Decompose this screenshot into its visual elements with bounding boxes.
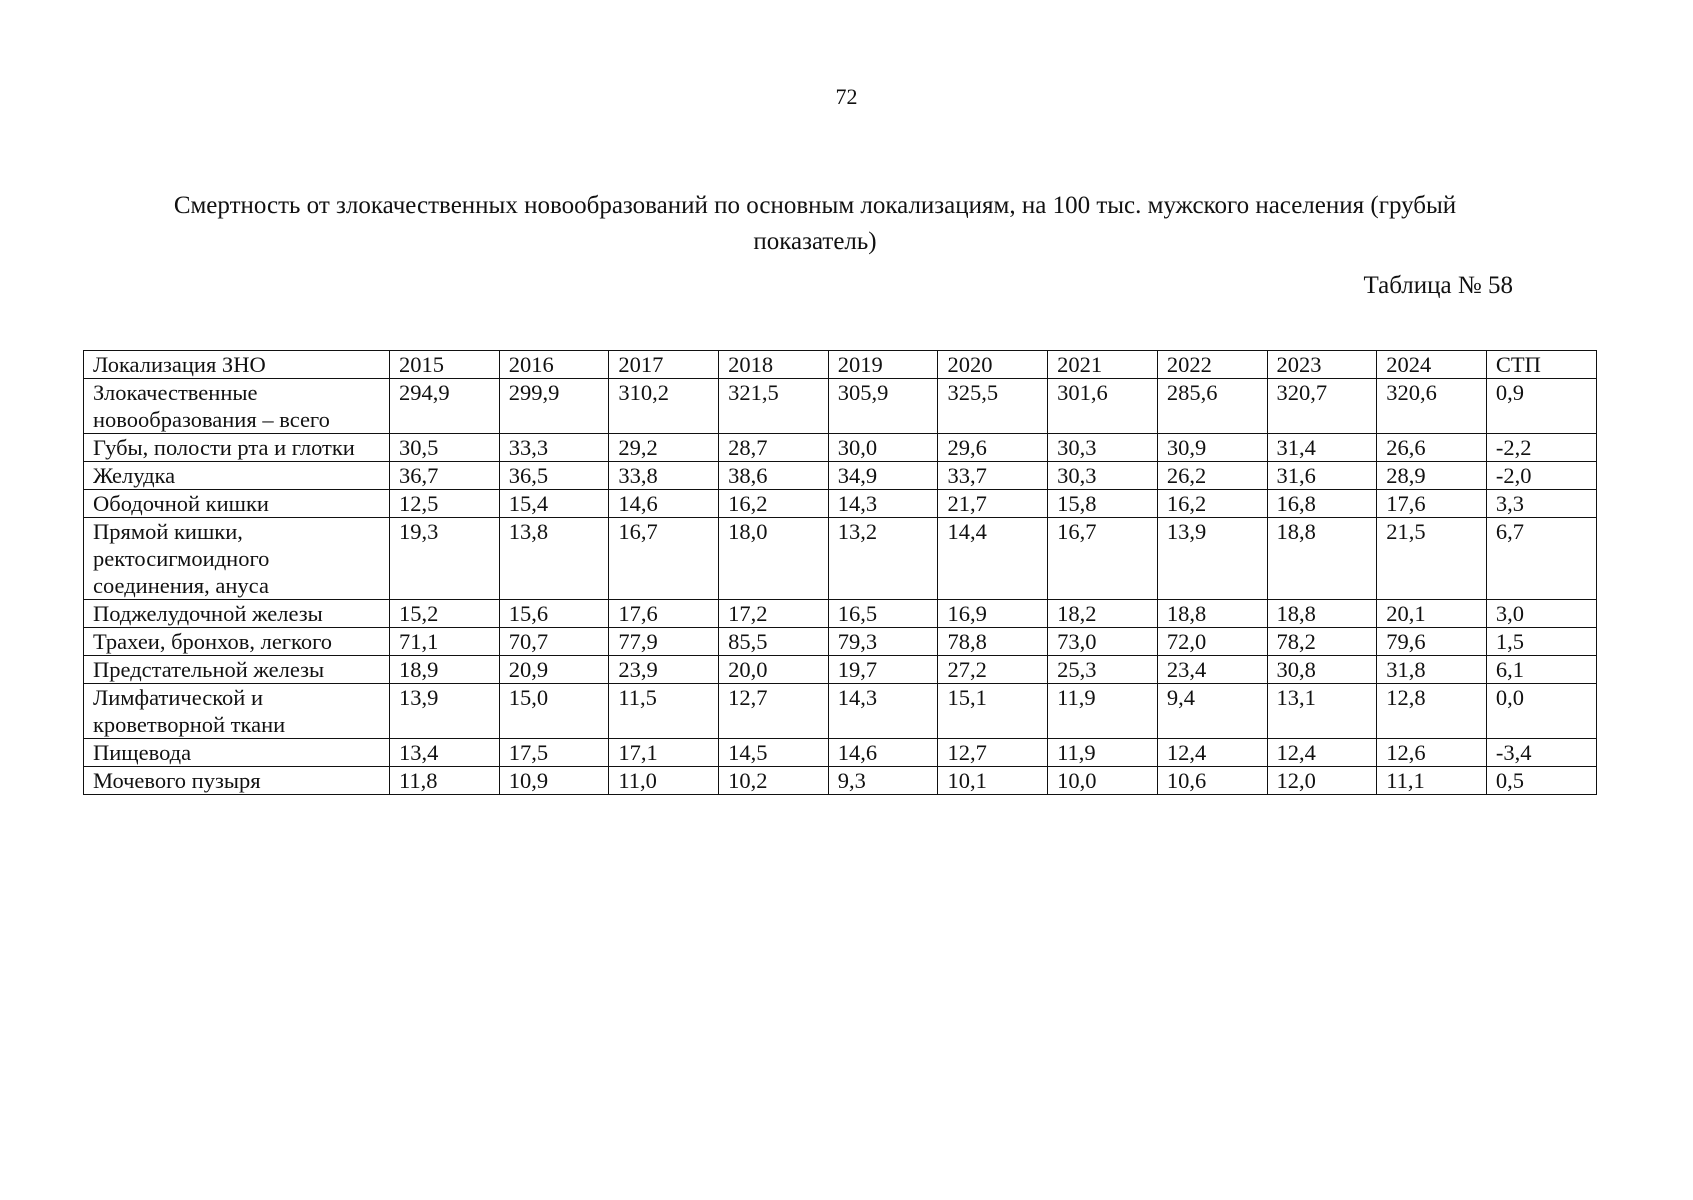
value-cell: 14,5 bbox=[719, 739, 829, 767]
table-row bbox=[84, 739, 1597, 767]
header-cell: 2019 bbox=[828, 351, 938, 379]
header-cell: 2022 bbox=[1157, 351, 1267, 379]
value-cell: 17,1 bbox=[609, 739, 719, 767]
value-cell: 11,1 bbox=[1377, 767, 1487, 795]
value-cell: 73,0 bbox=[1048, 628, 1158, 656]
value-cell: 16,7 bbox=[609, 518, 719, 600]
value-cell: 305,9 bbox=[828, 379, 938, 434]
value-cell: 29,2 bbox=[609, 434, 719, 462]
value-cell: 14,3 bbox=[828, 490, 938, 518]
value-cell: -2,0 bbox=[1486, 462, 1596, 490]
localization-cell: Злокачественные новообразования – всего bbox=[84, 379, 390, 434]
value-cell: 71,1 bbox=[390, 628, 500, 656]
table-row bbox=[84, 600, 1597, 628]
value-cell: 19,7 bbox=[828, 656, 938, 684]
value-cell: 26,6 bbox=[1377, 434, 1487, 462]
value-cell: 1,5 bbox=[1486, 628, 1596, 656]
value-cell: 38,6 bbox=[719, 462, 829, 490]
value-cell: 0,0 bbox=[1486, 684, 1596, 739]
value-cell: 17,5 bbox=[499, 739, 609, 767]
value-cell: 18,8 bbox=[1267, 600, 1377, 628]
value-cell: 18,8 bbox=[1267, 518, 1377, 600]
value-cell: 6,1 bbox=[1486, 656, 1596, 684]
value-cell: 321,5 bbox=[719, 379, 829, 434]
value-cell: 25,3 bbox=[1048, 656, 1158, 684]
value-cell: 13,1 bbox=[1267, 684, 1377, 739]
value-cell: 12,0 bbox=[1267, 767, 1377, 795]
value-cell: 13,9 bbox=[390, 684, 500, 739]
value-cell: 12,7 bbox=[719, 684, 829, 739]
value-cell: 28,9 bbox=[1377, 462, 1487, 490]
value-cell: 11,0 bbox=[609, 767, 719, 795]
table-header bbox=[84, 351, 1597, 379]
value-cell: 6,7 bbox=[1486, 518, 1596, 600]
table-row bbox=[84, 656, 1597, 684]
value-cell: 31,6 bbox=[1267, 462, 1377, 490]
table-row bbox=[84, 684, 1597, 739]
table-body bbox=[84, 379, 1597, 795]
value-cell: 10,0 bbox=[1048, 767, 1158, 795]
value-cell: 3,0 bbox=[1486, 600, 1596, 628]
localization-cell: Желудка bbox=[84, 462, 390, 490]
value-cell: 28,7 bbox=[719, 434, 829, 462]
value-cell: 12,7 bbox=[938, 739, 1048, 767]
localization-cell: Ободочной кишки bbox=[84, 490, 390, 518]
localization-cell: Мочевого пузыря bbox=[84, 767, 390, 795]
mortality-table bbox=[83, 350, 1597, 795]
value-cell: 27,2 bbox=[938, 656, 1048, 684]
value-cell: 79,6 bbox=[1377, 628, 1487, 656]
value-cell: 13,4 bbox=[390, 739, 500, 767]
value-cell: 17,6 bbox=[1377, 490, 1487, 518]
value-cell: 16,5 bbox=[828, 600, 938, 628]
table-row bbox=[84, 767, 1597, 795]
page-number: 72 bbox=[835, 84, 858, 109]
value-cell: 11,9 bbox=[1048, 739, 1158, 767]
header-cell: 2024 bbox=[1377, 351, 1487, 379]
value-cell: 11,8 bbox=[390, 767, 500, 795]
value-cell: 325,5 bbox=[938, 379, 1048, 434]
localization-cell: Лимфатической и кроветворной ткани bbox=[84, 684, 390, 739]
value-cell: 15,2 bbox=[390, 600, 500, 628]
value-cell: 77,9 bbox=[609, 628, 719, 656]
value-cell: 10,9 bbox=[499, 767, 609, 795]
value-cell: 20,1 bbox=[1377, 600, 1487, 628]
value-cell: 320,6 bbox=[1377, 379, 1487, 434]
value-cell: 21,5 bbox=[1377, 518, 1487, 600]
value-cell: 10,6 bbox=[1157, 767, 1267, 795]
value-cell: 79,3 bbox=[828, 628, 938, 656]
table-row bbox=[84, 462, 1597, 490]
value-cell: 30,9 bbox=[1157, 434, 1267, 462]
value-cell: 19,3 bbox=[390, 518, 500, 600]
value-cell: 33,8 bbox=[609, 462, 719, 490]
value-cell: 9,3 bbox=[828, 767, 938, 795]
value-cell: 30,8 bbox=[1267, 656, 1377, 684]
value-cell: 0,9 bbox=[1486, 379, 1596, 434]
document-title: Смертность от злокачественных новообразований по основным локализациям, на 100 тыс. мужского населения (грубый показатель) bbox=[173, 192, 1457, 256]
value-cell: 14,6 bbox=[828, 739, 938, 767]
value-cell: 15,1 bbox=[938, 684, 1048, 739]
table-row bbox=[84, 379, 1597, 434]
value-cell: 18,2 bbox=[1048, 600, 1158, 628]
value-cell: 10,2 bbox=[719, 767, 829, 795]
value-cell: 301,6 bbox=[1048, 379, 1158, 434]
header-cell: 2021 bbox=[1048, 351, 1158, 379]
value-cell: 18,0 bbox=[719, 518, 829, 600]
value-cell: 26,2 bbox=[1157, 462, 1267, 490]
value-cell: 12,8 bbox=[1377, 684, 1487, 739]
value-cell: 15,6 bbox=[499, 600, 609, 628]
value-cell: 16,9 bbox=[938, 600, 1048, 628]
value-cell: 20,0 bbox=[719, 656, 829, 684]
value-cell: 16,2 bbox=[1157, 490, 1267, 518]
value-cell: 299,9 bbox=[499, 379, 609, 434]
header-cell: СТП bbox=[1486, 351, 1596, 379]
value-cell: 85,5 bbox=[719, 628, 829, 656]
header-cell: 2015 bbox=[390, 351, 500, 379]
value-cell: 17,2 bbox=[719, 600, 829, 628]
value-cell: 21,7 bbox=[938, 490, 1048, 518]
localization-cell: Пищевода bbox=[84, 739, 390, 767]
value-cell: 16,2 bbox=[719, 490, 829, 518]
value-cell: 36,5 bbox=[499, 462, 609, 490]
localization-cell: Трахеи, бронхов, легкого bbox=[84, 628, 390, 656]
header-cell: 2018 bbox=[719, 351, 829, 379]
header-cell: Локализация ЗНО bbox=[84, 351, 390, 379]
value-cell: 15,4 bbox=[499, 490, 609, 518]
value-cell: -2,2 bbox=[1486, 434, 1596, 462]
value-cell: 9,4 bbox=[1157, 684, 1267, 739]
localization-cell: Поджелудочной железы bbox=[84, 600, 390, 628]
table-row bbox=[84, 518, 1597, 600]
value-cell: 16,8 bbox=[1267, 490, 1377, 518]
value-cell: 285,6 bbox=[1157, 379, 1267, 434]
value-cell: 12,5 bbox=[390, 490, 500, 518]
table-row bbox=[84, 490, 1597, 518]
localization-cell: Губы, полости рта и глотки bbox=[84, 434, 390, 462]
value-cell: 18,8 bbox=[1157, 600, 1267, 628]
value-cell: 30,0 bbox=[828, 434, 938, 462]
localization-cell: Предстательной железы bbox=[84, 656, 390, 684]
value-cell: 12,6 bbox=[1377, 739, 1487, 767]
value-cell: 320,7 bbox=[1267, 379, 1377, 434]
value-cell: 34,9 bbox=[828, 462, 938, 490]
value-cell: 16,7 bbox=[1048, 518, 1158, 600]
value-cell: 10,1 bbox=[938, 767, 1048, 795]
header-cell: 2016 bbox=[499, 351, 609, 379]
table-row bbox=[84, 628, 1597, 656]
value-cell: 70,7 bbox=[499, 628, 609, 656]
value-cell: 14,6 bbox=[609, 490, 719, 518]
table-row bbox=[84, 434, 1597, 462]
value-cell: 33,7 bbox=[938, 462, 1048, 490]
value-cell: 13,9 bbox=[1157, 518, 1267, 600]
value-cell: 30,5 bbox=[390, 434, 500, 462]
value-cell: 29,6 bbox=[938, 434, 1048, 462]
value-cell: 18,9 bbox=[390, 656, 500, 684]
table-number: Таблица № 58 bbox=[1363, 272, 1513, 299]
value-cell: -3,4 bbox=[1486, 739, 1596, 767]
value-cell: 14,4 bbox=[938, 518, 1048, 600]
header-row bbox=[84, 351, 1597, 379]
value-cell: 30,3 bbox=[1048, 462, 1158, 490]
value-cell: 33,3 bbox=[499, 434, 609, 462]
value-cell: 31,8 bbox=[1377, 656, 1487, 684]
value-cell: 13,2 bbox=[828, 518, 938, 600]
value-cell: 3,3 bbox=[1486, 490, 1596, 518]
value-cell: 31,4 bbox=[1267, 434, 1377, 462]
value-cell: 15,8 bbox=[1048, 490, 1158, 518]
value-cell: 72,0 bbox=[1157, 628, 1267, 656]
value-cell: 294,9 bbox=[390, 379, 500, 434]
value-cell: 0,5 bbox=[1486, 767, 1596, 795]
value-cell: 17,6 bbox=[609, 600, 719, 628]
value-cell: 78,8 bbox=[938, 628, 1048, 656]
value-cell: 23,4 bbox=[1157, 656, 1267, 684]
value-cell: 14,3 bbox=[828, 684, 938, 739]
value-cell: 36,7 bbox=[390, 462, 500, 490]
value-cell: 310,2 bbox=[609, 379, 719, 434]
value-cell: 30,3 bbox=[1048, 434, 1158, 462]
value-cell: 12,4 bbox=[1267, 739, 1377, 767]
localization-cell: Прямой кишки, ректосигмоидного соединения, ануса bbox=[84, 518, 390, 600]
value-cell: 12,4 bbox=[1157, 739, 1267, 767]
value-cell: 20,9 bbox=[499, 656, 609, 684]
header-cell: 2020 bbox=[938, 351, 1048, 379]
value-cell: 13,8 bbox=[499, 518, 609, 600]
value-cell: 11,5 bbox=[609, 684, 719, 739]
header-cell: 2017 bbox=[609, 351, 719, 379]
value-cell: 78,2 bbox=[1267, 628, 1377, 656]
value-cell: 11,9 bbox=[1048, 684, 1158, 739]
value-cell: 23,9 bbox=[609, 656, 719, 684]
value-cell: 15,0 bbox=[499, 684, 609, 739]
header-cell: 2023 bbox=[1267, 351, 1377, 379]
